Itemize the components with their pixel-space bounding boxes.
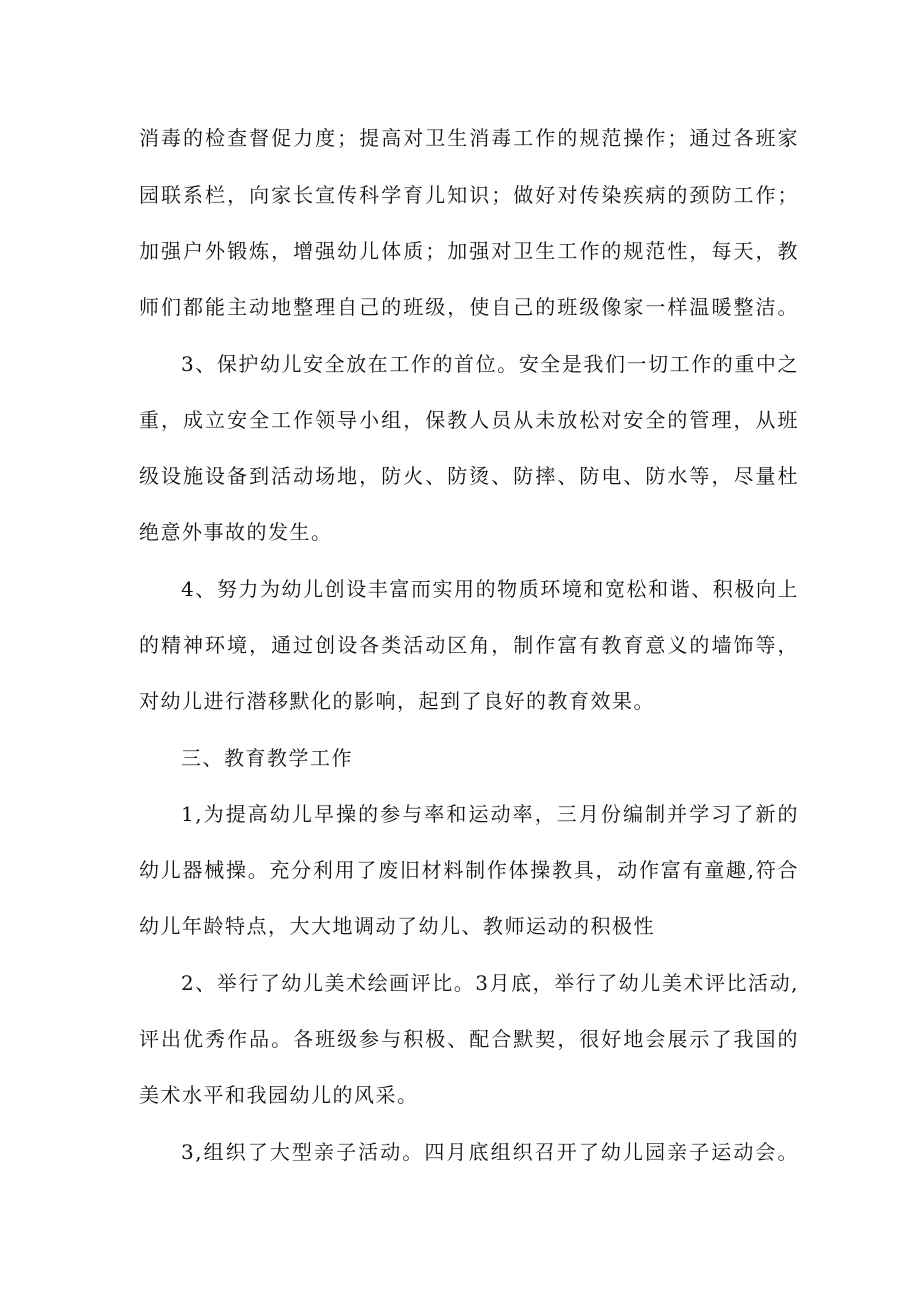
paragraph-line: 幼儿年龄特点，大大地调动了幼儿、教师运动的积极性 [139, 914, 655, 938]
paragraph-line: 的精神环境，通过创设各类活动区角，制作富有教育意义的墙饰等， [139, 633, 799, 657]
paragraph-line: 评出优秀作品。各班级参与积极、配合默契，很好地会展示了我国的 [139, 1027, 799, 1051]
paragraph-line: 2、举行了幼儿美术绘画评比。3月底，举行了幼儿美术评比活动, [181, 971, 799, 995]
paragraph-line: 3,组织了大型亲子活动。四月底组织召开了幼儿园亲子运动会。 [181, 1140, 799, 1164]
paragraph-line: 绝意外事故的发生。 [139, 520, 333, 544]
paragraph-line: 1,为提高幼儿早操的参与率和运动率，三月份编制并学习了新的 [181, 802, 799, 826]
section-heading: 三、教育教学工作 [181, 746, 353, 770]
paragraph-line: 消毒的检查督促力度；提高对卫生消毒工作的规范操作；通过各班家 [139, 126, 799, 150]
paragraph-line: 3、保护幼儿安全放在工作的首位。安全是我们一切工作的重中之 [181, 352, 799, 376]
paragraph-line: 师们都能主动地整理自己的班级，使自己的班级像家一样温暖整洁。 [139, 295, 799, 319]
paragraph-line: 4、努力为幼儿创设丰富而实用的物质环境和宽松和谐、积极向上 [181, 577, 799, 601]
paragraph-line: 园联系栏，向家长宣传科学育儿知识；做好对传染疾病的颈防工作； [139, 183, 799, 207]
paragraph-line: 重，成立安全工作领导小组，保教人员从未放松对安全的管理，从班 [139, 408, 799, 432]
paragraph-line: 加强户外锻炼，增强幼儿体质；加强对卫生工作的规范性，每天，教 [139, 239, 799, 263]
paragraph-line: 对幼儿进行潜移默化的影响，起到了良好的教育效果。 [139, 689, 655, 713]
paragraph-line: 级设施设备到活动场地，防火、防烫、防摔、防电、防水等，尽量杜 [139, 464, 799, 488]
paragraph-line: 幼儿器械操。充分利用了废旧材料制作体操教具，动作富有童趣,符合 [139, 858, 799, 882]
paragraph-line: 美术水平和我园幼儿的风采。 [139, 1083, 419, 1107]
